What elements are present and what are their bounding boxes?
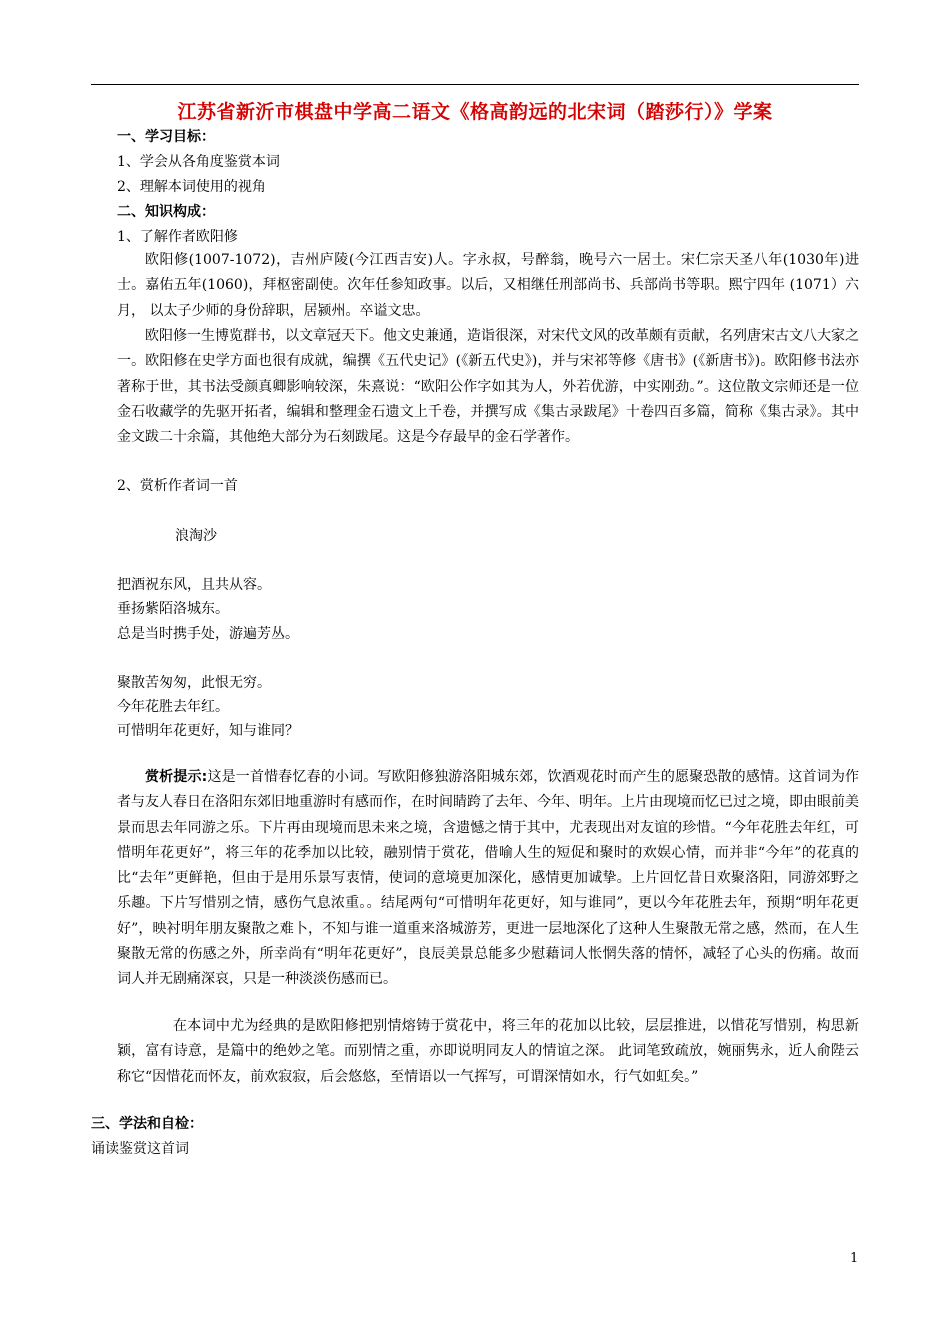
author-bio-paragraph-1: 欧阳修(1007-1072)，吉州庐陵(今江西吉安)人。字永叔，号醉翁，晚号六一居士。宋仁宗天圣八年(1030年)进士。嘉佑五年(1060)，拜枢密副使。次年任参知政事。以后，又相继任刑部尚书、兵部尚书等职。熙宁四年 (1071）六月， 以太子少师的身份辞职，居颍州。卒谥文忠。 bbox=[117, 252, 859, 319]
poem-line: 今年花胜去年红。 bbox=[117, 699, 229, 715]
author-bio-paragraph-2: 欧阳修一生博览群书，以文章冠天下。他文史兼通，造诣很深，对宋代文风的改革颇有贡献，名列唐宋古文八大家之一。欧阳修在史学方面也很有成就，编撰《五代史记》(《新五代史》)，并与宋祁等修《唐书》(《新唐书》)。欧阳修书法亦著称于世，其书法受颜真卿影响较深，朱熹说：“欧阳公作字如其为人，外若优游，中实刚劲。”。这位散文宗师还是一位金石收藏学的先驱开拓者，编辑和整理金石遗文上千卷，并撰写成《集古录跋尾》十卷四百多篇，简称《集古录》。其中金文跋二十余篇，其他绝大部分为石刻跋尾。这是今存最早的金石学著作。 bbox=[117, 328, 859, 446]
page-title: 江苏省新沂市棋盘中学高二语文《格高韵远的北宋词（踏莎行）》学案 bbox=[177, 101, 773, 123]
header-rule bbox=[91, 84, 859, 85]
section-3-text: 诵读鉴赏这首词 bbox=[91, 1141, 189, 1157]
poem-line: 垂扬紫陌洛城东。 bbox=[117, 601, 229, 617]
poem-line: 可惜明年花更好，知与谁同？ bbox=[117, 723, 299, 739]
section-3-heading: 三、学法和自检： bbox=[91, 1116, 203, 1132]
poem-title: 浪淘沙 bbox=[175, 528, 217, 544]
page-number: 1 bbox=[850, 1251, 859, 1266]
objective-2: 2、理解本词使用的视角 bbox=[117, 179, 266, 195]
analysis-text: 这是一首惜春忆春的小词。写欧阳修独游洛阳城东郊，饮酒观花时而产生的愿聚恐散的感情。这首词为作者与友人春日在洛阳东郊旧地重游时有感而作，在时间睛跨了去年、今年、明年。上片由现境而忆已过之境，即由眼前美景而思去年同游之乐。下片再由现境而思未来之境，含遗憾之情于其中，尤表现出对友谊的珍惜。“今年花胜去年红，可惜明年花更好”，将三年的花季加以比较，融别情于赏花，借喻人生的短促和聚时的欢娱心情，而并非“今年”的花真的比“去年”更鲜艳，但由于是用乐景写衷情，使词的意境更加深化，感情更加诚挚。上片回忆昔日欢聚洛阳，同游郊野之乐趣。下片写惜别之情，感伤气息浓重。。结尾两句“可惜明年花更好，知与谁同”，更以今年花胜去年，预期“明年花更好”，映衬明年朋友聚散之难卜，不知与谁一道重来洛城游芳，更进一层地深化了这种人生聚散无常之感，然而，在人生聚散无常的伤感之外，所幸尚有“明年花更好”，良辰美景总能多少慰藉词人怅惘失落的情怀，减轻了心头的伤痛。故而词人并无剧痛深哀，只是一种淡淡伤感而已。 bbox=[117, 769, 859, 988]
section-1-heading: 一、学习目标： bbox=[117, 129, 215, 145]
analysis-paragraph-1 bbox=[117, 765, 859, 993]
poem-line: 聚散苦匆匆，此恨无穷。 bbox=[117, 675, 271, 691]
poem-line: 总是当时携手处，游遍芳丛。 bbox=[117, 626, 299, 642]
analysis-paragraph-2: 在本词中尤为经典的是欧阳修把别情熔铸于赏花中，将三年的花加以比较，层层推进，以惜花写惜别，构思新颖，富有诗意，是篇中的绝妙之笔。而别情之重，亦即说明同友人的情谊之深。 此词笔致疏放，婉丽隽永，近人俞陛云称它“因惜花而怀友，前欢寂寂，后会悠悠，至情语以一气挥写，可谓深情如水，行气如虹矣。” bbox=[117, 1018, 859, 1085]
poem-line: 把酒祝东风，且共从容。 bbox=[117, 577, 271, 593]
analysis-label: 赏析提示: bbox=[145, 769, 208, 785]
subsection-2-heading: 2、赏析作者词一首 bbox=[117, 478, 238, 494]
section-2-heading: 二、知识构成： bbox=[117, 204, 215, 220]
subsection-1-heading: 1、了解作者欧阳修 bbox=[117, 229, 238, 245]
objective-1: 1、学会从各角度鉴赏本词 bbox=[117, 154, 280, 170]
